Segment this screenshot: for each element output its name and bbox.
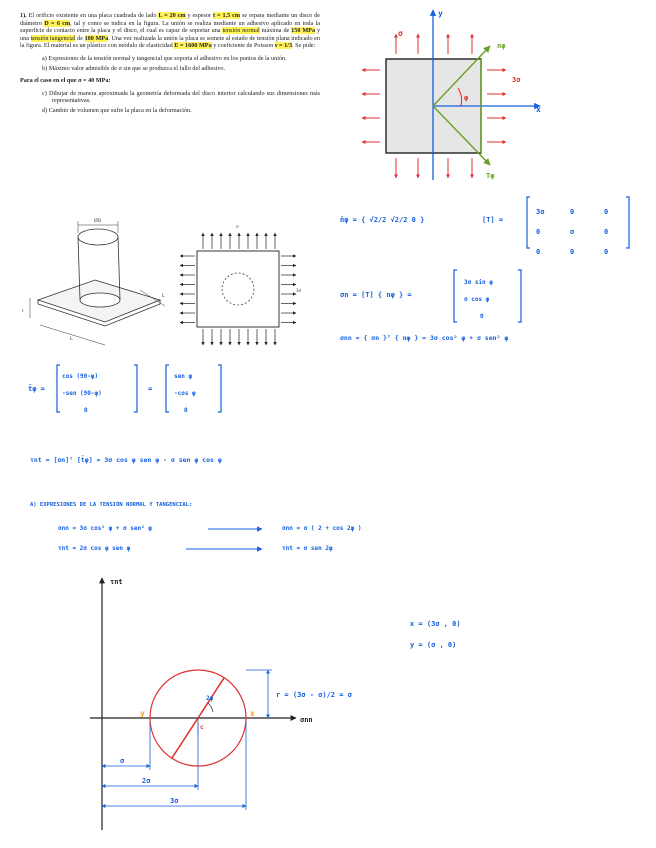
highlight-normal: tensión normal <box>222 27 260 35</box>
highlight-t: t = 1.5 cm <box>213 12 241 19</box>
stress-tensor <box>536 202 608 262</box>
plate-3sigma-label: 3σ <box>296 289 302 294</box>
t-vector-lhs: t̄φ = <box>28 385 45 393</box>
text: . Se pide: <box>292 42 316 50</box>
highlight-150: 150 MPa <box>291 27 316 35</box>
label-dim2: 2σ <box>142 777 151 785</box>
plate-sigma-label: σ <box>236 225 239 230</box>
tensor-cell: 0 <box>536 248 541 256</box>
highlight-nu: ν = 1/3 <box>274 42 293 50</box>
question-b: b) Máximo valor admisible de σ sin que se produzca el fallo del adhesivo. <box>42 64 226 72</box>
normal-vector-eq: n̄φ = { √2/2 √2/2 0 } <box>340 216 425 224</box>
label-radius: r = (3σ - σ)/2 = σ <box>276 691 352 699</box>
highlight-E: E = 1600 MPa <box>174 42 212 50</box>
disk-top <box>78 229 118 245</box>
t-vector-eq: = <box>148 385 153 393</box>
plate-2d-figure <box>180 233 296 345</box>
text: , tal y como se indica en la figura. La unión se realiza mediante un adhesivo aplicado en toda la superficie de contacto entre la placa y el disco, el cual es capaz de soportar una <box>20 19 321 35</box>
vector-cell: -sen (90-φ) <box>62 390 102 397</box>
eq-sigma-left: σnn = 3σ cos² φ + σ sen² φ <box>58 525 152 532</box>
highlight-L: L = 20 cm <box>158 12 186 19</box>
text: y una <box>20 27 321 42</box>
question-c: c) Dibujar de manera aproximada la geometría deformada del disco interior calculando sus dimensiones más representativas. <box>42 89 320 105</box>
eq-tau-left: τnt = 2σ cos φ sen φ <box>58 545 131 552</box>
vector-cell: 0 <box>84 407 88 414</box>
text: . Una vez realizada la unión la placa se somete al estado de tensión plana indicado en la figura. El material es un plástico con módulo de elasticidad <box>20 34 321 50</box>
2phi-arc <box>208 703 213 712</box>
tau-nt-eq: τnt = [σn]ᵀ [t̄φ] = 3σ cos φ sen φ - σ sen φ cos φ <box>30 456 222 464</box>
label-y: y <box>438 9 443 18</box>
vector-cell: -cos φ <box>174 390 196 397</box>
tensor-cell: 0 <box>604 248 609 256</box>
question-d: d) Cambio de volumen que sufre la placa en la deformación. <box>42 106 192 114</box>
label-2phi: 2φ <box>206 695 214 702</box>
eq-sigma-right: σnn = σ ( 2 + cos 2φ ) <box>282 525 362 532</box>
label-3sigma: 3σ <box>512 76 521 84</box>
text: de <box>77 34 83 42</box>
vector-cell: 0 <box>480 313 484 320</box>
vector-cell: sen φ <box>174 373 193 380</box>
tensor-cell: 3σ <box>536 208 545 216</box>
point-y-coords: y = (σ , 0) <box>410 641 457 649</box>
label-sigma: σ <box>398 29 403 38</box>
tensor-cell: 0 <box>604 228 609 236</box>
dim-L-bottom-label: L <box>70 337 74 342</box>
label-sigma-axis: σnn <box>300 716 313 724</box>
vector-cell: σ cos φ <box>464 296 490 303</box>
text: máxima de <box>261 27 290 35</box>
label-tau-axis: τnt <box>110 578 123 586</box>
tensor-cell: σ <box>570 228 575 236</box>
label-phi: φ <box>464 94 469 102</box>
dim-L-bottom <box>40 325 105 345</box>
label-point-x: x <box>250 709 255 718</box>
plate-square <box>197 251 279 327</box>
tensor-cell: 0 <box>570 208 575 216</box>
highlight-100: 100 MPa <box>84 34 109 42</box>
case-line: Para el caso en el que σ = 40 MPa: <box>20 77 111 85</box>
label-n: nφ <box>497 42 506 50</box>
text: y espesor <box>187 12 212 19</box>
tensor-cell: 0 <box>536 228 541 236</box>
hole <box>80 293 120 307</box>
tensor-label: [T] = <box>482 216 504 224</box>
t-vector-a <box>62 368 102 419</box>
highlight-tangential: tensión tangencial <box>30 34 76 42</box>
sigma-n-eq: σn = [T] { nφ } = <box>340 291 412 299</box>
label-t: Tφ <box>486 172 495 180</box>
plate-3d-sketch <box>30 221 165 345</box>
dim-L-side-label: L <box>162 294 166 299</box>
sigma-nn-eq: σnn = { σn }ᵀ { nφ } = 3σ cos² φ + σ sen² φ <box>340 334 509 342</box>
section-a-heading: A) EXPRESIONES DE LA TENSIÓN NORMAL Y TANGENCIAL: <box>30 502 193 508</box>
t-vector-b <box>174 368 196 419</box>
text: El orificio existente en una placa cuadrada de lado <box>28 12 157 19</box>
tensor-cell: 0 <box>570 248 575 256</box>
sigma-n-vector <box>464 274 493 325</box>
tensor-cell: 0 <box>604 208 609 216</box>
dim-D-label: ØD <box>94 219 102 224</box>
highlight-D: D = 6 cm <box>44 19 71 27</box>
problem-number: 1). <box>20 12 27 19</box>
text: se repara mediante un disco de diámetro <box>20 12 321 27</box>
vector-cell: 3σ sin φ <box>464 279 493 286</box>
vector-cell: cos (90-φ) <box>62 373 99 380</box>
vector-cell: 0 <box>184 407 188 414</box>
stress-element-diagram <box>362 9 541 180</box>
label-point-y: y <box>140 709 145 718</box>
label-dim3: 3σ <box>170 797 179 805</box>
mohr-circle-diagram <box>90 578 352 830</box>
label-x: x <box>536 105 541 114</box>
dim-t-label: t <box>22 309 24 314</box>
point-x-coords: x = (3σ , 0) <box>410 620 461 628</box>
eq-tau-right: τnt = σ sen 2φ <box>282 545 333 552</box>
label-center: c <box>200 724 204 731</box>
text: y coeficiente de Poisson <box>213 42 274 50</box>
label-dim1: σ <box>120 757 125 765</box>
question-a: a) Expresiones de la tensión normal y tangencial que soporta el adhesivo en los puntos de la unión. <box>42 54 287 62</box>
